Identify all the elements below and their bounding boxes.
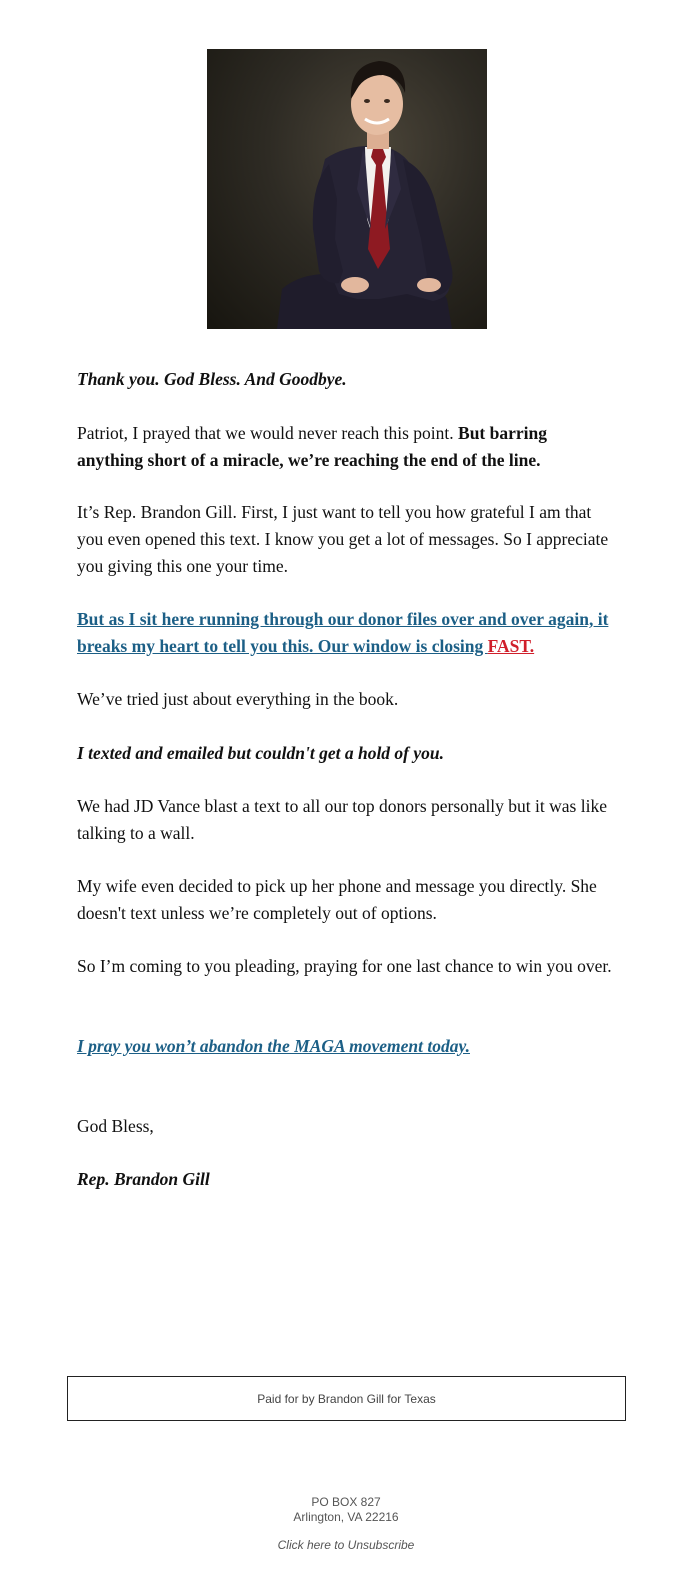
unsubscribe-row	[0, 1538, 692, 1553]
closing-line: God Bless,	[77, 1116, 154, 1136]
candidate-photo	[207, 49, 487, 329]
opening-line: Thank you. God Bless. And Goodbye.	[77, 369, 347, 389]
paragraph-texted: I texted and emailed but couldn't get a hold of you.	[77, 743, 445, 763]
signature: Rep. Brandon Gill	[77, 1169, 210, 1189]
candidate-portrait-image	[207, 49, 487, 329]
paragraph-pleading: So I’m coming to you pleading, praying for one last chance to win you over.	[77, 956, 612, 976]
unsubscribe-link[interactable]: Click here to Unsubscribe	[277, 1538, 415, 1552]
donate-link-fast[interactable]: FAST.	[487, 636, 535, 656]
donate-link-maga[interactable]: I pray you won’t abandon the MAGA movement today.	[77, 1036, 470, 1056]
paragraph-vance: We had JD Vance blast a text to all our top donors personally but it was like talking to a wall.	[77, 796, 607, 843]
paragraph-wife: My wife even decided to pick up her phone and message you directly. She doesn't text unless we’re completely out of options.	[77, 876, 597, 923]
paragraph-intro-bold: But barring anything short of a miracle, we’re reaching the end of the line.	[77, 423, 547, 470]
paragraph-intro-text: Patriot, I prayed that we would never reach this point.	[77, 423, 459, 443]
address-line-1: PO BOX 827	[311, 1495, 381, 1509]
paragraph-intro	[77, 420, 617, 474]
donate-link-main[interactable]: But as I sit here running through our donor files over and over again, it breaks my heart to tell you this. Our window is closing	[77, 609, 609, 656]
donate-link-paragraph	[77, 606, 617, 660]
paid-for-disclaimer-box	[67, 1376, 626, 1421]
paid-for-text: Paid for by Brandon Gill for Texas	[257, 1391, 436, 1406]
donate-link-paragraph-2	[77, 1033, 617, 1060]
paragraph-gratitude: It’s Rep. Brandon Gill. First, I just want to tell you how grateful I am that you even opened this text. I know you get a lot of messages. So I appreciate you giving this one your time.	[77, 502, 609, 576]
address-line-2: Arlington, VA 22216	[293, 1510, 399, 1524]
paragraph-tried: We’ve tried just about everything in the book.	[77, 689, 399, 709]
